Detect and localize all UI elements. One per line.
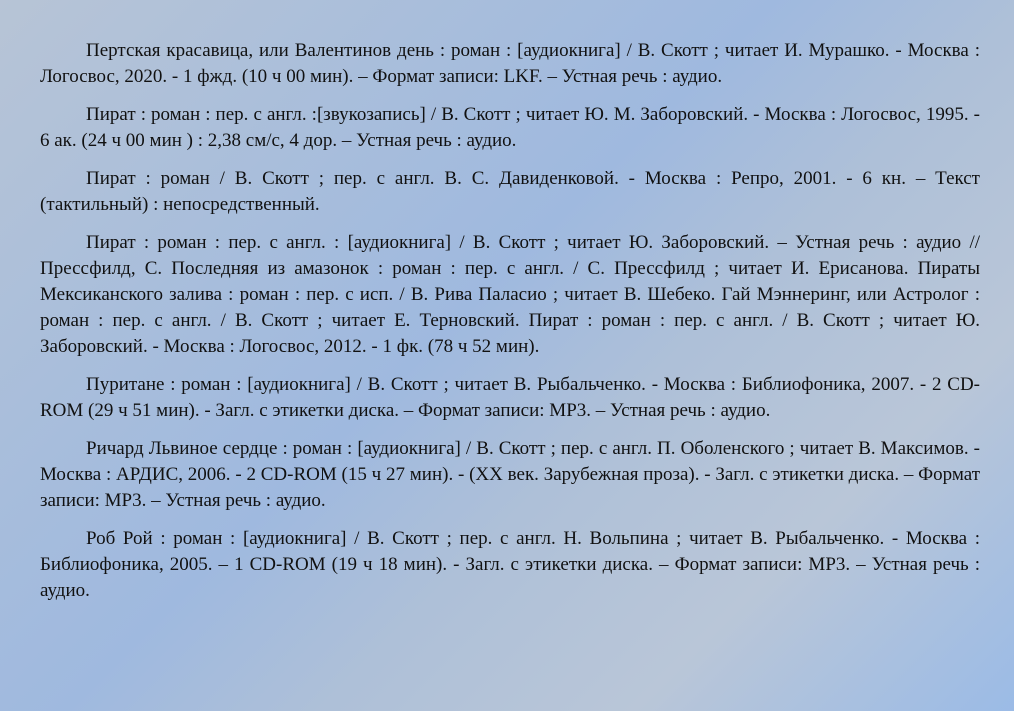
bibliography-entry: Пират : роман : пер. с англ. : [аудиокнига] / В. Скотт ; читает Ю. Заборовский. – Устная речь : аудио // Прессфилд, С. Последняя из амазонок : роман : пер. с англ. / С. Прессфилд ; читает И. Ерисанова. Пираты Мексиканского залива : роман : пер. с исп. / В. Рива Паласио ; читает В. Шебеко. Гай Мэннеринг, или Астролог : роман : пер. с англ. / В. Скотт ; читает Е. Терновский. Пират : роман : пер. с англ. / В. Скотт ; читает Ю. Заборовский. - Москва : Логосвос, 2012. - 1 фк. (78 ч 52 мин). <box>40 232 980 357</box>
bibliography-entry: Пират : роман : пер. с англ. :[звукозапись] / В. Скотт ; читает Ю. М. Заборовский. - Москва : Логосвос, 1995. - 6 ак. (24 ч 00 мин ) : 2,38 см/с, 4 дор. – Устная речь : аудио. <box>40 104 980 151</box>
bibliography-entry: Пират : роман / В. Скотт ; пер. с англ. В. С. Давиденковой. - Москва : Репро, 2001. - 6 кн. – Текст (тактильный) : непосредственный. <box>40 168 980 215</box>
bibliography-entry: Пертская красавица, или Валентинов день : роман : [аудиокнига] / В. Скотт ; читает И. Мурашко. - Москва : Логосвос, 2020. - 1 фжд. (10 ч 00 мин). – Формат записи: LKF. – Устная речь : аудио. <box>40 40 980 87</box>
bibliography-entry: Пуритане : роман : [аудиокнига] / В. Скотт ; читает В. Рыбальченко. - Москва : Библиофоника, 2007. - 2 CD-ROM (29 ч 51 мин). - Загл. с этикетки диска. – Формат записи: MP3. – Устная речь : аудио. <box>40 374 980 421</box>
bibliography-list <box>40 38 980 616</box>
bibliography-entry: Ричард Львиное сердце : роман : [аудиокнига] / В. Скотт ; пер. с англ. П. Оболенского ; читает В. Максимов. - Москва : АРДИС, 2006. - 2 CD-ROM (15 ч 27 мин). - (XX век. Зарубежная проза). - Загл. с этикетки диска. – Формат записи: MP3. – Устная речь : аудио. <box>40 438 980 511</box>
bibliography-entry: Роб Рой : роман : [аудиокнига] / В. Скотт ; пер. с англ. Н. Вольпина ; читает В. Рыбальченко. - Москва : Библиофоника, 2005. – 1 CD-ROM (19 ч 18 мин). - Загл. с этикетки диска. – Формат записи: MP3. – Устная речь : аудио. <box>40 528 980 601</box>
